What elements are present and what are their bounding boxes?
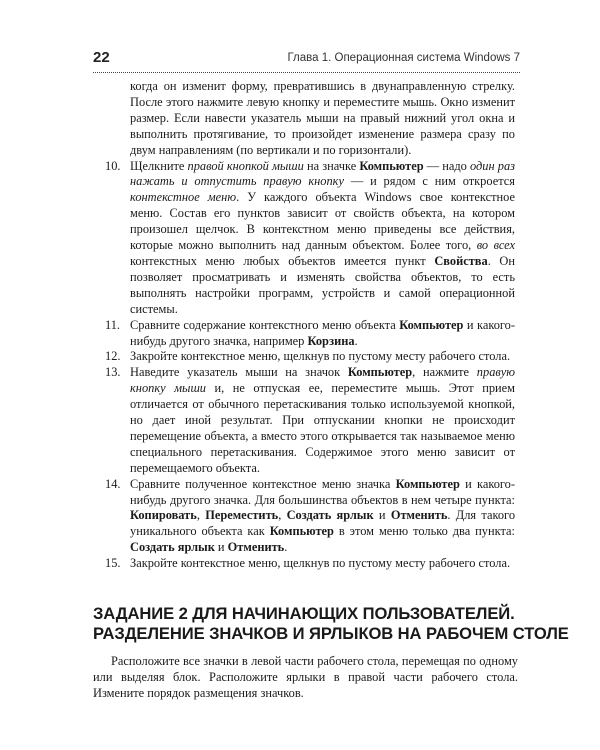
list-item <box>105 159 515 318</box>
list-item-text <box>130 365 515 474</box>
bold-term: Создать ярлык <box>130 540 215 555</box>
list-item-number: 15. <box>105 556 121 571</box>
bold-term: Отменить <box>227 540 285 555</box>
text-run: , <box>278 508 287 523</box>
text-run: Сравните содержание контекстного меню объекта <box>130 317 400 332</box>
text-run: и какого-нибудь другого значка. Для большинства объектов в нем четыре пункта: <box>130 476 515 507</box>
list-item <box>105 477 515 557</box>
text-run: Закройте контекстное меню, щелкнув по пустому месту рабочего стола. <box>130 349 511 364</box>
bold-term: Компьютер <box>347 365 413 380</box>
list-item <box>105 365 515 476</box>
bold-term: Компьютер <box>395 476 460 491</box>
list-item-text <box>130 159 515 316</box>
text-run: — надо <box>423 158 470 173</box>
text-run: контекстных меню любых объектов имеется пункт <box>130 253 435 268</box>
steps-list <box>105 159 515 573</box>
italic-emphasis: правую кнопку мыши <box>130 365 515 396</box>
list-item-number: 14. <box>105 476 121 491</box>
bold-term: Копировать <box>130 508 197 523</box>
text-run: . <box>284 540 288 555</box>
list-item-text <box>130 556 510 570</box>
continuation-paragraph: когда он изменит форму, превратившись в двунаправленную стрелку. После этого нажмите левую кнопку и переместите мышь. Окно изменит размер. Если навести указатель мыши на правый нижний угол окна и выполнить протягивание, то произойдет изменение размера сразу по двум направлениям (по вертикали и по горизонтали). <box>130 79 515 157</box>
task-paragraph: Расположите все значки в левой части рабочего стола, перемещая по одному или выделяя блок. Расположите ярлыки в правой части рабочего стола. Измените порядок размещения значков. <box>93 654 518 700</box>
page-header <box>93 48 520 70</box>
bold-term: Свойства <box>434 253 488 268</box>
bold-term: Переместить <box>205 508 279 523</box>
bold-term: Компьютер <box>359 158 424 173</box>
list-item-number: 12. <box>105 349 121 364</box>
page-number: 22 <box>93 49 110 66</box>
text-run: Сравните полученное контекстное меню значка <box>130 476 396 491</box>
text-run: . У каждого объекта Windows свое контекстное меню. Состав его пунктов зависит от свойств объекта, на котором произошел щелчок. В контекстном меню приведены все действия, которые можно выполнить над данным объектом. Более того, <box>130 190 515 253</box>
list-item-text <box>130 318 515 348</box>
text-run: Закройте контекстное меню, щелкнув по пустому месту рабочего стола. <box>130 556 511 571</box>
text-run: и какого-нибудь другого значка, например <box>130 317 515 348</box>
italic-emphasis: во всех <box>476 238 515 253</box>
list-item <box>105 349 515 365</box>
text-run: Щелкните <box>130 158 188 173</box>
text-run: и <box>373 508 391 523</box>
section-heading-line-2: РАЗДЕЛЕНИЕ ЗНАЧКОВ И ЯРЛЫКОВ НА РАБОЧЕМ СТОЛЕ <box>93 624 569 643</box>
text-run: в этом меню только два пункта: <box>333 524 515 539</box>
text-run: . Он позволяет просматривать и изменять свойства объектов, то есть выполнять настройки программ, устройств и самой операционной системы. <box>130 253 515 316</box>
text-run: на значке <box>303 158 360 173</box>
text-run: Наведите указатель мыши на значок <box>130 365 348 380</box>
list-item <box>105 318 515 350</box>
page-body <box>105 79 515 572</box>
list-item-text <box>130 349 510 363</box>
text-run: и, не отпуская ее, переместите мышь. Этот прием отличается от обычного перетаскивания только используемой кнопкой, но дает иной результат. При отпускании кнопки не происходит перемещение объекта, а вместо этого открывается так называемое меню специального перетаскивания. Содержимое этого меню зависит от перемещаемого объекта. <box>130 381 515 475</box>
header-divider <box>93 72 520 73</box>
bold-term: Компьютер <box>269 524 334 539</box>
section-heading <box>93 604 569 644</box>
list-item-number: 13. <box>105 365 121 380</box>
text-run: , нажмите <box>412 365 477 380</box>
text-run: и <box>214 540 228 555</box>
list-item <box>105 556 515 572</box>
text-run: . Для такого уникального объекта как <box>130 508 516 539</box>
list-item-number: 11. <box>105 317 121 332</box>
italic-emphasis: один раз нажать и отпустить правую кнопку <box>130 158 515 189</box>
italic-emphasis: правой кнопкой мыши <box>187 158 304 173</box>
list-item-number: 10. <box>105 158 121 173</box>
bold-term: Отменить <box>390 508 448 523</box>
text-run: . <box>354 333 358 348</box>
bold-term: Корзина <box>307 333 355 348</box>
section-heading-line-1: ЗАДАНИЕ 2 ДЛЯ НАЧИНАЮЩИХ ПОЛЬЗОВАТЕЛЕЙ. <box>93 604 515 623</box>
bold-term: Создать ярлык <box>286 508 374 523</box>
italic-emphasis: контекстное меню <box>130 190 237 205</box>
list-item-text <box>130 477 515 555</box>
text-run: — и рядом с ним откроется <box>343 174 515 189</box>
text-run: , <box>196 508 206 523</box>
chapter-title: Глава 1. Операционная система Windows 7 <box>287 52 520 64</box>
bold-term: Компьютер <box>399 317 464 332</box>
